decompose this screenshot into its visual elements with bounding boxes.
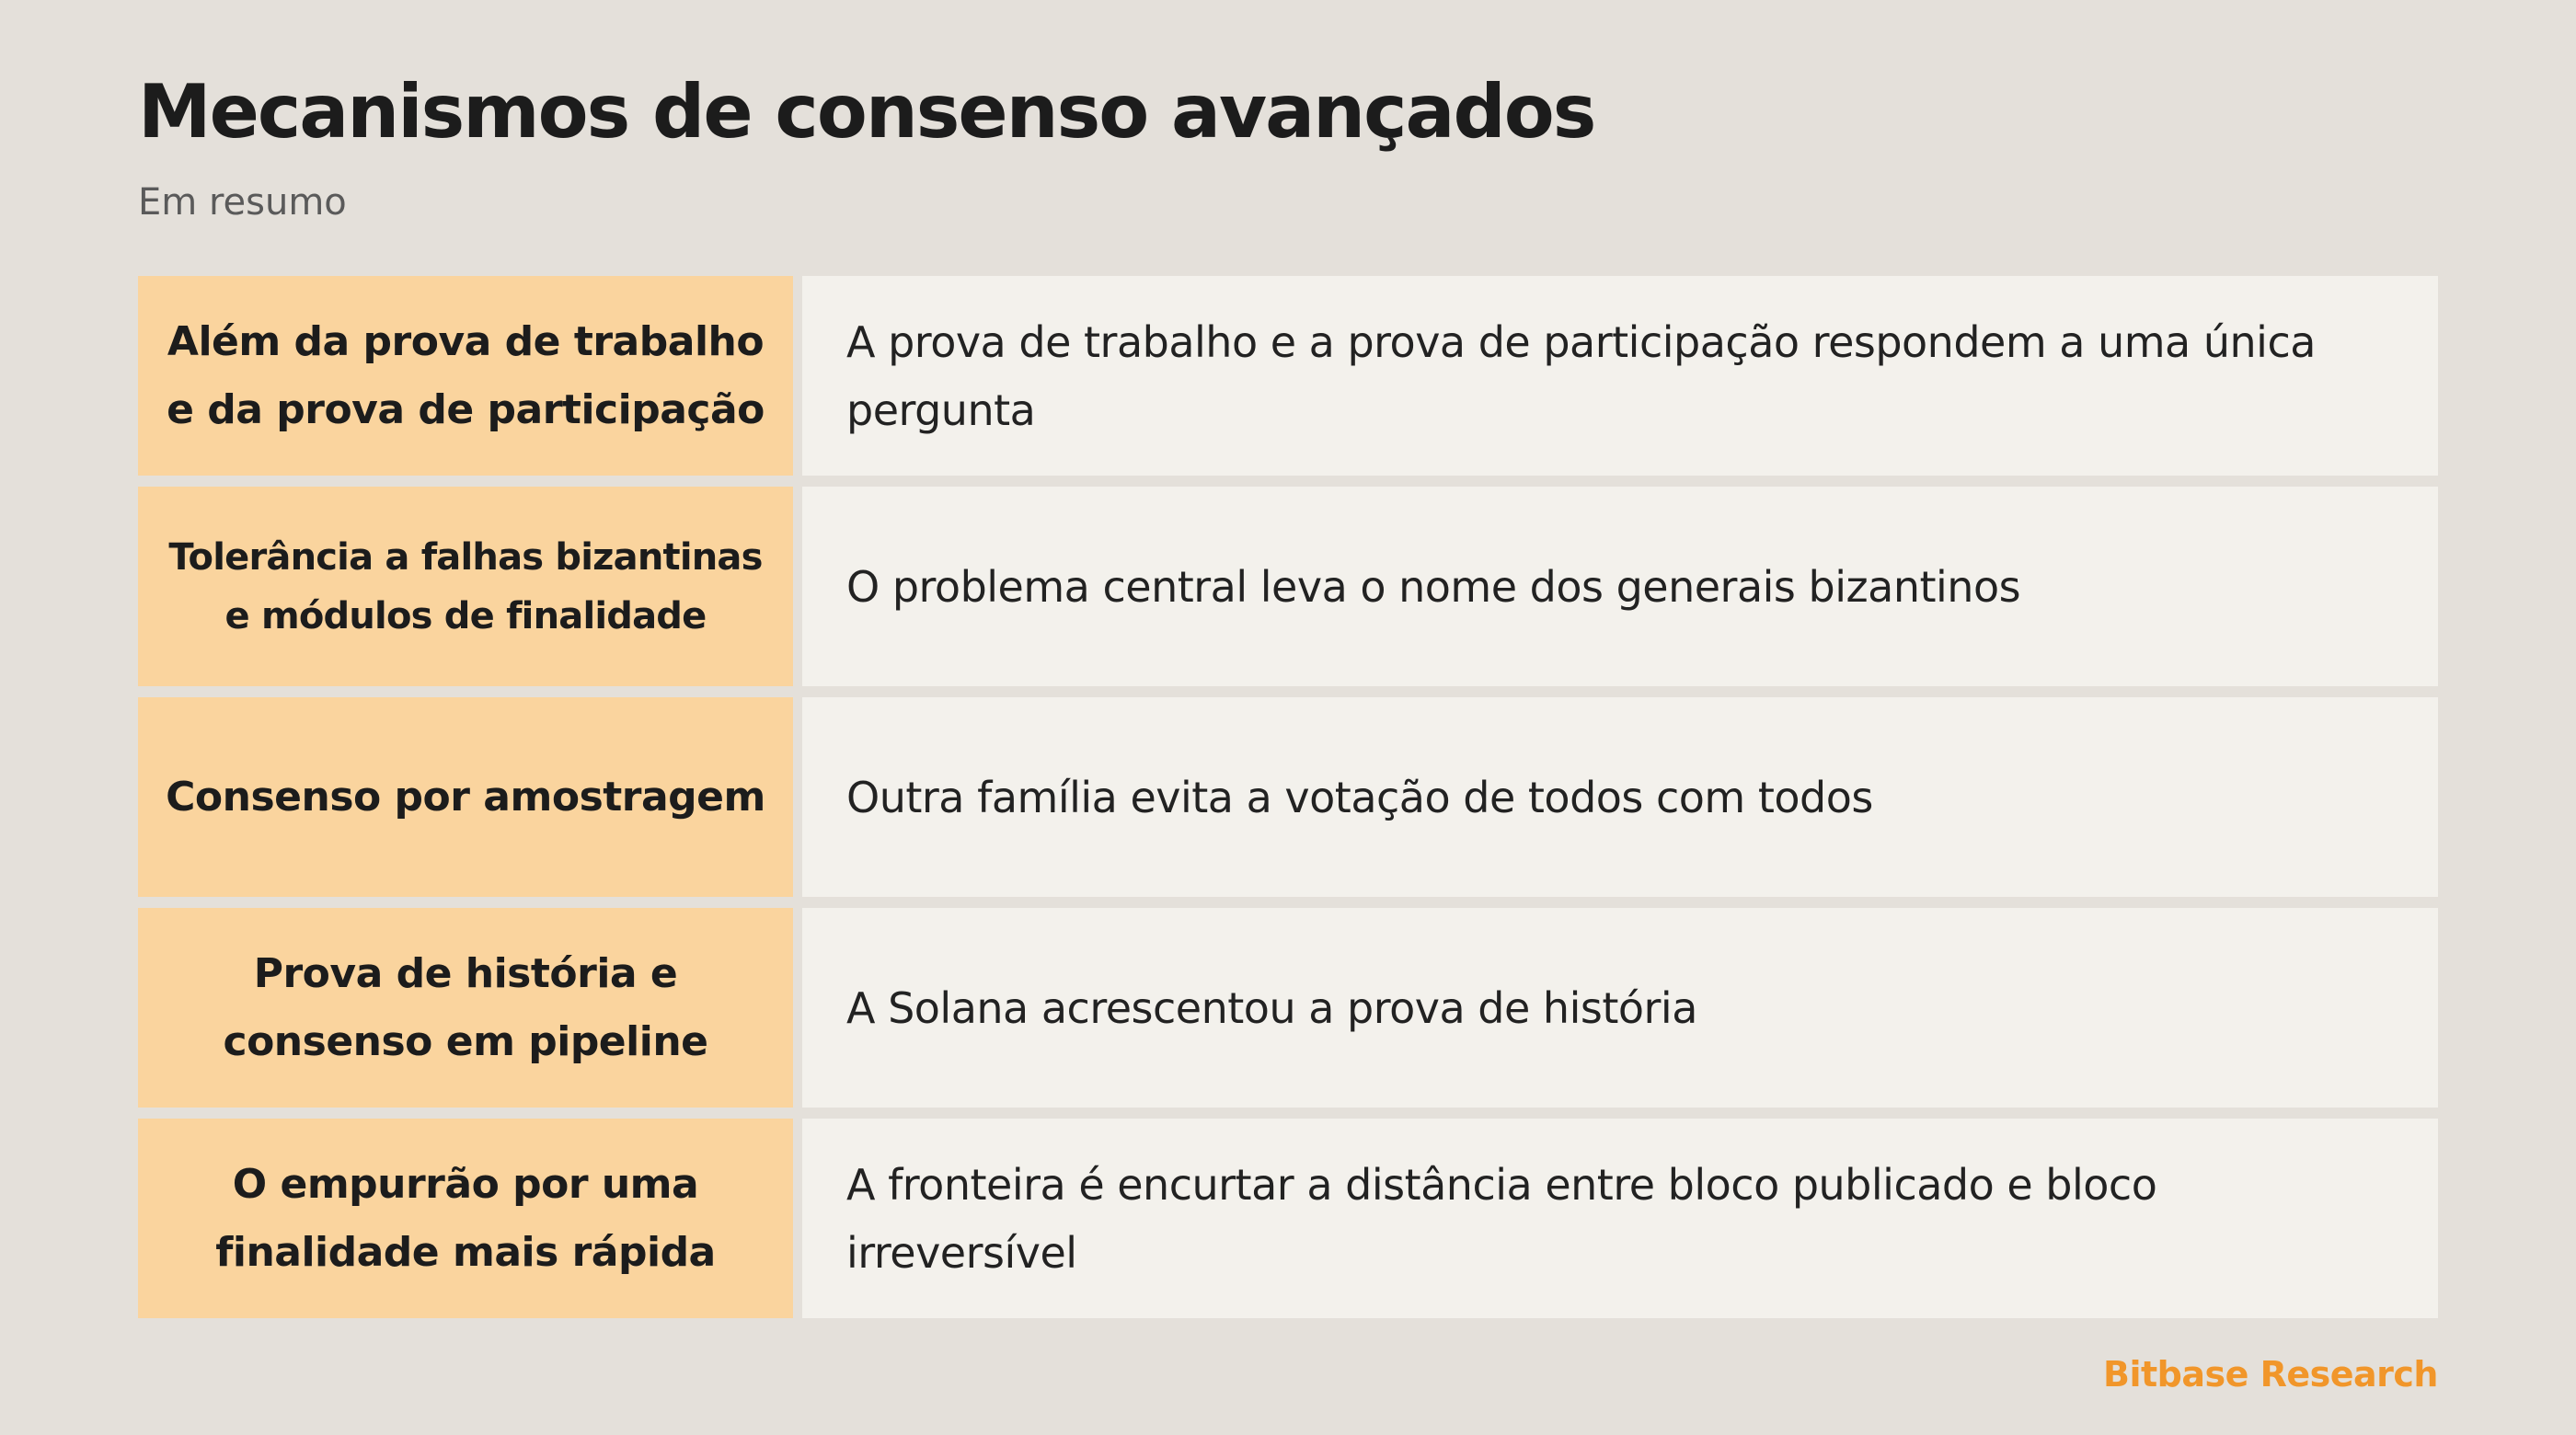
row-text: A fronteira é encurtar a distância entre bloco publicado e bloco irreversível: [802, 1119, 2438, 1318]
summary-table: [138, 276, 2438, 1318]
row-label: O empurrão por uma finalidade mais rápida: [138, 1119, 793, 1318]
table-row: [138, 697, 2438, 897]
row-text: A prova de trabalho e a prova de participação respondem a uma única pergunta: [802, 276, 2438, 476]
row-text: O problema central leva o nome dos generais bizantinos: [802, 487, 2438, 686]
table-row: [138, 276, 2438, 476]
row-text: A Solana acrescentou a prova de história: [802, 908, 2438, 1108]
row-label: Prova de história e consenso em pipeline: [138, 908, 793, 1108]
row-label: Tolerância a falhas bizantinas e módulos de finalidade: [138, 487, 793, 686]
brand-logo-text: Bitbase Research: [2102, 1354, 2438, 1395]
page-title: Mecanismos de consenso avançados: [138, 69, 1595, 155]
table-row: [138, 487, 2438, 686]
row-label: Além da prova de trabalho e da prova de participação: [138, 276, 793, 476]
row-text: Outra família evita a votação de todos com todos: [802, 697, 2438, 897]
table-row: [138, 1119, 2438, 1318]
table-row: [138, 908, 2438, 1108]
row-label: Consenso por amostragem: [138, 697, 793, 897]
page-subtitle: Em resumo: [138, 181, 347, 224]
